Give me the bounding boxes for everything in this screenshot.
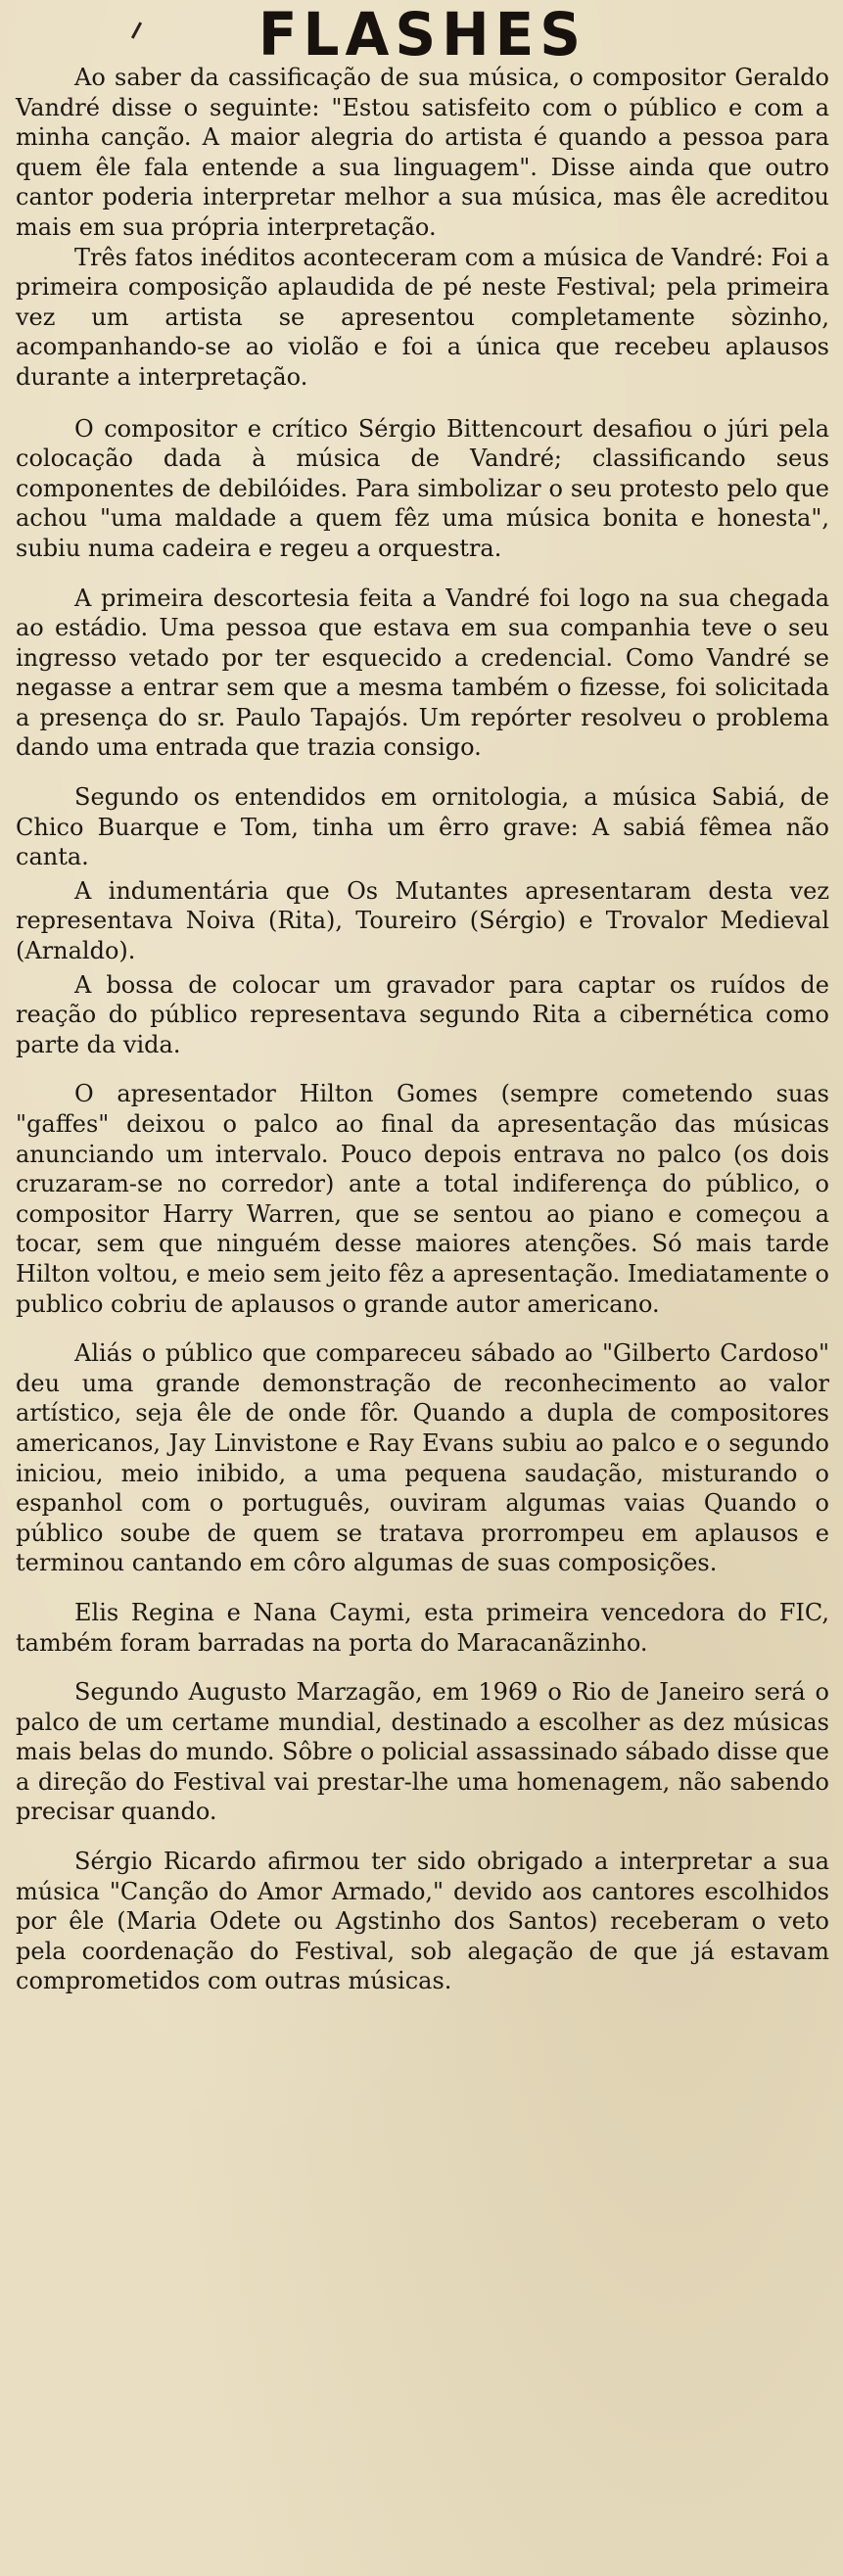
paragraph-recorder: A bossa de colocar um gravador para captar os ruídos de reação do público representava segundo Rita a cibernética como parte da vida. [16, 970, 829, 1058]
paragraph-vandre-classification: Ao saber da cassificação de sua música, o compositor Geraldo Vandré disse o seguinte: "Estou satisfeito com o público e com a minha canção. A maior alegria do artista é quando a pessoa para quem êle fala entende a sua linguagem". Disse ainda que outro cantor poderia interpretar melhor a sua música, mas êle acreditou mais em sua própria interpretação. [16, 64, 829, 241]
paragraph-hilton-gomes: O apresentador Hilton Gomes (sempre cometendo suas "gaffes" deixou o palco ao final da apresentação das músicas anunciando um intervalo. Pouco depois entrava no palco (os dois cruzaram-se no corredor) ante a total indiferença do público, o compositor Harry Warren, que se sentou ao piano e começou a tocar, sem que ninguém desse maiores atenções. Só mais tarde Hilton voltou, e meio sem jeito fêz a apresentação. Imediatamente o publico cobriu de aplausos o grande autor americano. [16, 1080, 829, 1318]
paragraph-bittencourt: O compositor e crítico Sérgio Bittencourt desafiou o júri pela colocação dada à música de Vandré; classificando seus componentes de debilóides. Para simbolizar o seu protesto pelo que achou "uma maldade a quem fêz uma música bonita e honesta", subiu numa cadeira e regeu a orquestra. [16, 414, 829, 562]
paragraph-marzagao: Segundo Augusto Marzagão, em 1969 o Rio de Janeiro será o palco de um certame mundial, destinado a escolher as dez músicas mais belas do mundo. Sôbre o policial assassinado sábado disse que a direção do Festival vai prestar-lhe uma homenagem, não sabendo precisar quando. [16, 1678, 829, 1826]
page-title: FLASHES [258, 0, 587, 70]
paragraph-mutantes: A indumentária que Os Mutantes apresentaram desta vez representava Noiva (Rita), Toureiro (Sérgio) e Trovalor Medieval (Arnaldo). [16, 876, 829, 965]
paragraph-sergio-ricardo: Sérgio Ricardo afirmou ter sido obrigado a interpretar a sua música "Canção do Amor Armado," devido aos cantores escolhidos por êle (Maria Odete ou Agstinho dos Santos) receberam o veto pela coordenação do Festival, sob alegação de que já estavam comprometidos com outras músicas. [16, 1848, 829, 1995]
paragraph-three-facts: Três fatos inéditos aconteceram com a música de Vandré: Foi a primeira composição aplaudida de pé neste Festival; pela primeira vez um artista se apresentou completamente sòzinho, acompanhando-se ao violão e foi a única que recebeu aplausos durante a interpretação. [16, 243, 829, 391]
masthead [16, 0, 829, 70]
paragraph-gilberto-cardoso: Aliás o público que compareceu sábado ao "Gilberto Cardoso" deu uma grande demonstração de reconhecimento ao valor artístico, seja êle de onde fôr. Quando a dupla de compositores americanos, Jay Linvistone e Ray Evans subiu ao palco e o segundo iniciou, meio inibido, a uma pequena saudação, misturando o espanhol com o português, ouviram algumas vaias Quando o público soube de quem se tratava prorrompeu em aplausos e terminou cantando em côro algumas de suas composições. [16, 1339, 829, 1577]
paragraph-first-discourtesy: A primeira descortesia feita a Vandré foi logo na sua chegada ao estádio. Uma pessoa que estava em sua companhia teve o seu ingresso vetado por ter esquecido a credencial. Como Vandré se negasse a entrar sem que a mesma também o fizesse, foi solicitada a presença do sr. Paulo Tapajós. Um repórter resolveu o problema dando uma entrada que trazia consigo. [16, 584, 829, 762]
paragraph-elis-regina: Elis Regina e Nana Caymi, esta primeira vencedora do FIC, também foram barradas na porta do Maracanãzinho. [16, 1598, 829, 1657]
article-body [16, 63, 829, 1996]
paragraph-sabia: Segundo os entendidos em ornitologia, a música Sabiá, de Chico Buarque e Tom, tinha um êrro grave: A sabiá fêmea não canta. [16, 783, 829, 871]
